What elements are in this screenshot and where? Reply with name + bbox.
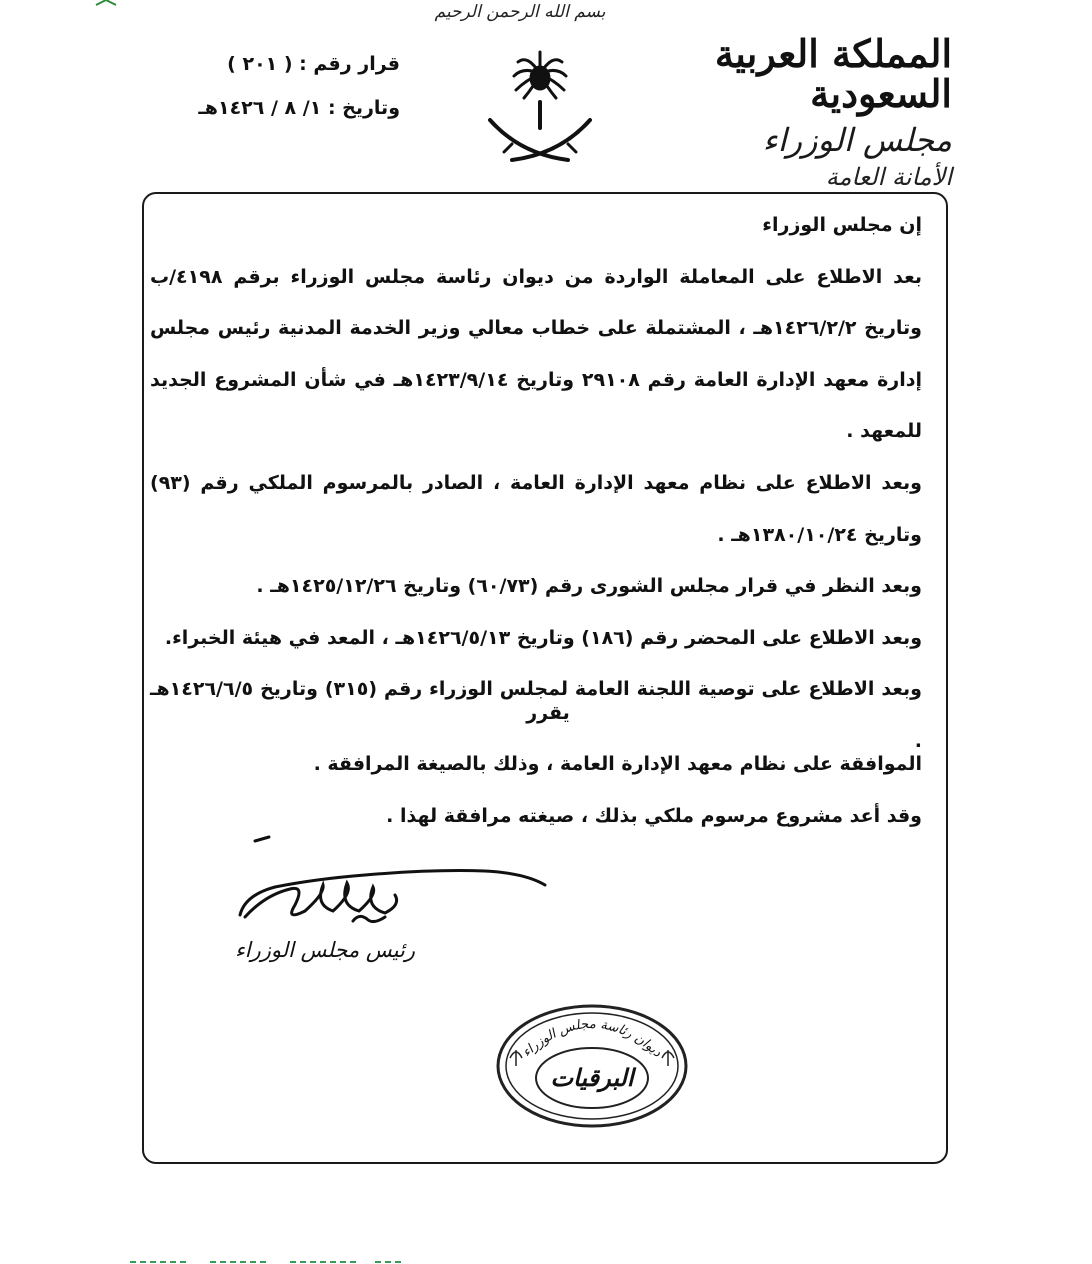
preamble xyxy=(150,200,922,768)
decides-heading: يقرر xyxy=(526,702,570,724)
preamble-paragraph: وبعد الاطلاع على المحضر رقم (١٨٦) وتاريخ ١٤٢٦/٥/١٣هـ ، المعد في هيئة الخبراء. xyxy=(164,626,922,649)
resolution-item: وقد أعد مشروع مرسوم ملكي بذلك ، صيغته مرافقة لهذا . xyxy=(386,805,922,827)
basmala: بسم الله الرحمن الرحيم xyxy=(434,2,606,22)
opening-line: إن مجلس الوزراء xyxy=(762,214,922,236)
preamble-paragraph: وبعد النظر في قرار مجلس الشورى رقم (٦٠/٧٣) وتاريخ ١٤٢٥/١٢/٢٦هـ . xyxy=(256,575,922,598)
stamp-inner-text: البرقيات xyxy=(550,1063,634,1092)
secretariat-name: الأمانة العامة xyxy=(825,163,952,192)
saudi-emblem-icon xyxy=(480,44,600,164)
scan-edge-artifact xyxy=(130,1258,410,1264)
preamble-paragraph: بعد الاطلاع على المعاملة الواردة من ديوان رئاسة مجلس الوزراء برقم ٤١٩٨/ب وتاريخ ١٤٢٦/٢/٢هـ ، المشتملة على خطاب معالي وزير الخدمة المدنية رئيس مجلس إدارة معهد الإدارة العامة رقم ٢٩١٠٨ وتاريخ ١٤٢٣/٩/١٤هـ في شأن المشروع الجديد للمعهد . xyxy=(150,265,922,443)
resolution-item: الموافقة على نظام معهد الإدارة العامة ، وذلك بالصيغة المرافقة . xyxy=(313,753,922,775)
scan-corner-mark xyxy=(94,0,118,6)
decision-info xyxy=(140,42,400,130)
preamble-paragraph: وبعد الاطلاع على نظام معهد الإدارة العامة ، الصادر بالمرسوم الملكي رقم (٩٣) وتاريخ ١٣٨٠/١٠/٢٤هـ . xyxy=(150,471,922,546)
handwritten-signature xyxy=(235,825,555,935)
signatory-title: رئيس مجلس الوزراء xyxy=(234,938,415,962)
letterhead-right xyxy=(622,31,952,192)
preamble-paragraph: وبعد الاطلاع على توصية اللجنة العامة لمجلس الوزراء رقم (٣١٥) وتاريخ ١٤٢٦/٦/٥هـ . xyxy=(150,678,922,752)
decision-number: قرار رقم : ( ٢٠١ ) xyxy=(227,53,400,75)
decision-date: وتاريخ : ١/ ٨ / ١٤٢٦هـ xyxy=(198,97,400,119)
council-name: مجلس الوزراء xyxy=(762,120,952,159)
stamp-outer-text: ديوان رئاسة مجلس الوزراء xyxy=(519,1016,665,1061)
official-stamp xyxy=(494,1000,690,1130)
kingdom-name: المملكة العربية السعودية xyxy=(714,31,952,116)
